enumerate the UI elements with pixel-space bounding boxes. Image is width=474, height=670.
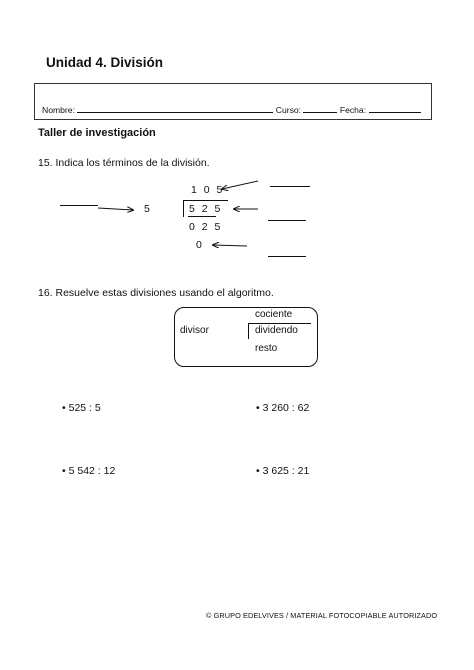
arrow-from-divisor [98, 208, 133, 210]
division-dividend: 5 2 5 [189, 203, 223, 215]
question-15-text: 15. Indica los términos de la división. [38, 157, 210, 169]
division-step: 0 2 5 [189, 221, 223, 233]
division-guide-box [174, 307, 318, 367]
guide-resto: resto [255, 343, 278, 354]
arrow-to-quotient [222, 181, 258, 189]
section-title: Taller de investigación [38, 127, 156, 139]
guide-cociente: cociente [255, 309, 293, 320]
exercise-item: • 3 260 : 62 [256, 402, 310, 414]
bullet-icon: • [62, 402, 66, 414]
arrow-to-remainder [213, 245, 247, 246]
footer-copyright: © GRUPO EDELVIVES / MATERIAL FOTOCOPIABLE AUTORIZADO [206, 611, 438, 620]
exercise-item: • 3 625 : 21 [256, 465, 310, 477]
bullet-icon: • [62, 465, 66, 477]
guide-divisor: divisor [180, 325, 209, 336]
division-divisor: 5 [144, 203, 152, 215]
question-16-text: 16. Resuelve estas divisiones usando el algoritmo. [38, 287, 274, 299]
guide-bracket-horizontal [248, 323, 311, 324]
curso-label: Curso: [275, 105, 302, 115]
division-remainder: 0 [196, 239, 204, 251]
division-quotient: 1 0 5 [191, 184, 225, 196]
exercise-item: • 5 542 : 12 [62, 465, 116, 477]
nombre-label: Nombre: [42, 105, 75, 115]
guide-dividendo: dividendo [255, 325, 298, 336]
page-title: Unidad 4. División [46, 55, 164, 70]
bullet-icon: • [256, 465, 260, 477]
fecha-label: Fecha: [339, 105, 367, 115]
guide-bracket-vertical [248, 323, 249, 339]
exercise-item: • 525 : 5 [62, 402, 101, 414]
bullet-icon: • [256, 402, 260, 414]
